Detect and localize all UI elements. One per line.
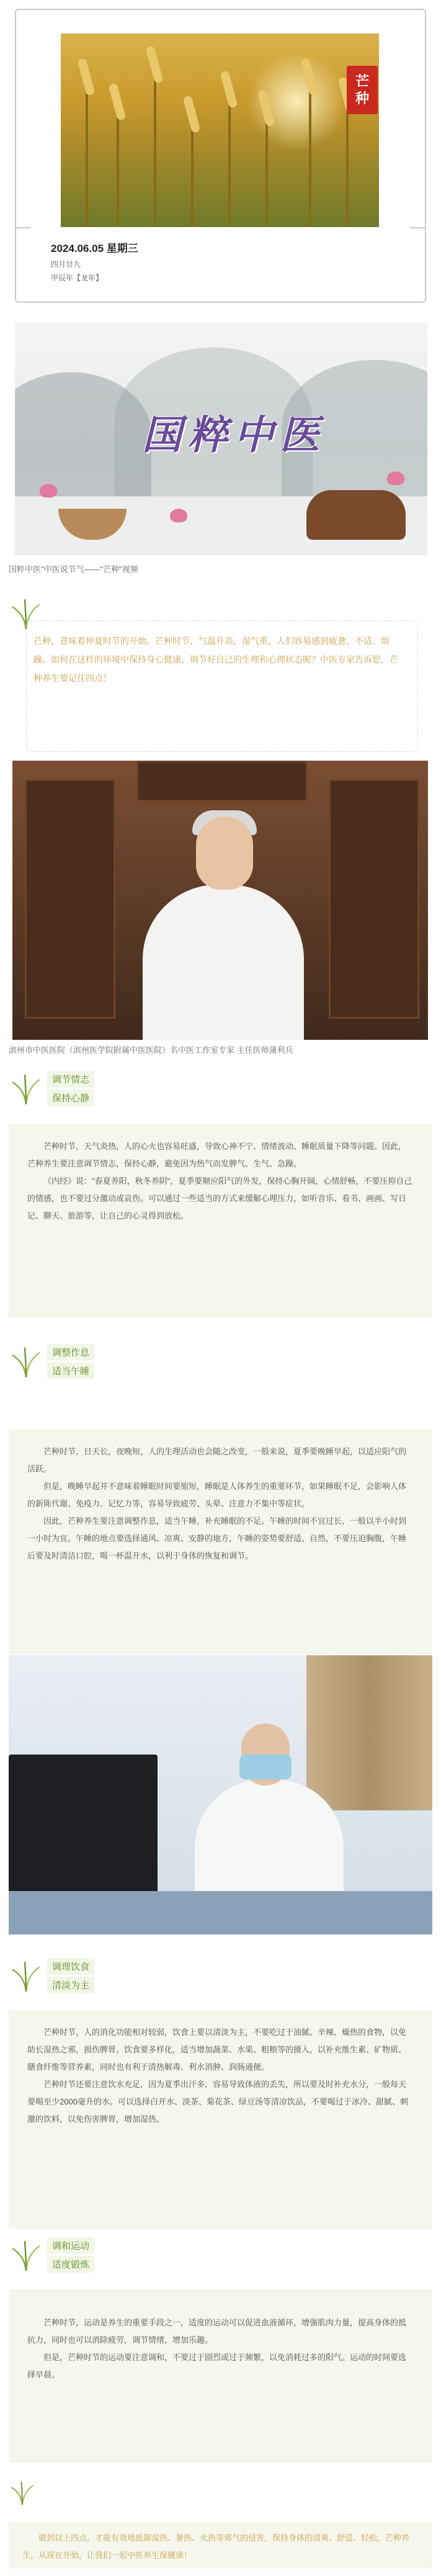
section-header-exercise [9, 2234, 195, 2277]
section-body-exercise [9, 2289, 432, 2463]
section-paragraph: 芒种时节还要注意饮水充足，因为夏季出汗多，容易导致体液的丢失，所以要及时补充水分，一般每天要喝至少2000毫升的水。可以选择白开水、淡茶、菊花茶、绿豆汤等清凉饮品，不要喝过于冰冷、甜腻、刺激的饮料，以免伤害脾胃，增加湿热。 [27, 2080, 408, 2124]
section-paragraph: 芒种时节，运动是养生的重要手段之一，适度的运动可以促进血液循环，增强肌肉力量，提高身体的抵抗力，同时也可以消除疲劳，调节情绪，增加乐趣。 [27, 2318, 407, 2345]
lunar-date-text: 四月廿九 [51, 260, 81, 269]
intro-paragraph: 芒种，意味着仲夏时节的开始。芒种时节，气温升高，湿气重，人们容易感到疲惫、不适、烦躁。如何在这样的环境中保持身心健康，调节好自己的生理和心理状态呢？中医专家告诉您，芒种养生要记住四点！ [33, 636, 398, 683]
banner-title: 国粹中医 [142, 412, 326, 458]
section-title-line2: 清淡为主 [47, 1977, 94, 1993]
outro-paragraph: 做到以上四点，才能有效地抵御湿热、暑热、火热等邪气的侵害，保持身体的清爽、舒适、轻松。芒种养生，从现在开始，让我们一起中医养生保健康！ [22, 2533, 410, 2560]
section-body-routine [9, 1429, 432, 1654]
section-body-emotion [9, 1124, 432, 1318]
section-paragraph: 但是，芒种时节的运动要注意调和，不要过于剧烈或过于频繁，以免消耗过多的阳气。运动的时间要选择早晨。 [27, 2353, 407, 2379]
section-header-diet [9, 1954, 195, 1998]
herb-bowl-icon [58, 509, 127, 540]
section-title-line1: 调理饮食 [47, 1958, 94, 1975]
doctor-caption: 滨州市中医医院（滨州医学院附属中医医院）名中医工作室专家 主任医师蒲利兵 [9, 1045, 293, 1055]
section-paragraph: 但是，晚睡早起并不意味着睡眠时间要缩短，睡眠是人体养生的重要环节，如果睡眠不足，会影响人体的新陈代谢、免疫力、记忆力等，容易导致疲劳、头晕、注意力不集中等症状。 [27, 1482, 407, 1508]
section-paragraph: 芒种时节，人的消化功能相对较弱，饮食上要以清淡为主，不要吃过于油腻、辛辣、燥热的食物，以免助长湿热之邪，损伤脾胃。饮食要多样化，适当增加蔬菜、水果、粗粮等的摄入，以补充维生素、矿物质、膳食纤维等营养素，同时也有利于清热解毒、利水消肿、润肠通便。 [27, 2028, 407, 2072]
section-title-line1: 调和运动 [47, 2237, 94, 2254]
video-caption: 国粹中医"中医说节气——"芒种"视频 [9, 565, 138, 574]
section-header-emotion [9, 1067, 195, 1111]
section-title-line1: 调整作息 [47, 1344, 94, 1361]
clinic-consultation-image [9, 1655, 432, 1934]
grass-leaf-icon [9, 1958, 43, 1993]
date-text: 2024.06.05 星期三 [51, 243, 138, 254]
card-divider-left [15, 227, 31, 228]
section-title-line2: 适当午睡 [47, 1362, 94, 1379]
doctor-portrait-image [12, 761, 428, 1040]
section-title-line1: 调节情志 [47, 1071, 94, 1088]
section-title-line2: 适度锻炼 [47, 2256, 94, 2273]
wheat-field-image [61, 34, 379, 227]
guocui-banner-image[interactable] [15, 323, 427, 555]
section-title-line2: 保持心静 [47, 1089, 94, 1106]
section-paragraph: 芒种时节，天气炎热，人的心火也容易旺盛，导致心神不宁、情绪波动、睡眠质量下降等问题。因此，芒种养生要注意调节情志，保持心静，避免因为热气而发脾气、生气、急躁。 [27, 1142, 407, 1168]
outro-box [9, 2522, 432, 2569]
section-paragraph: 芒种时节，日天长，夜晚短，人的生理活动也会随之改变，一般来说，夏季要晚睡早起，以适应阳气的活跃。 [27, 1447, 407, 1474]
grass-leaf-icon [9, 2237, 43, 2272]
grass-leaf-icon [9, 2479, 36, 2506]
card-divider-right [410, 227, 426, 228]
grass-leaf-icon [9, 1071, 43, 1106]
section-paragraph: 因此，芒种养生要注意调整作息，适当午睡，补充睡眠的不足。午睡的时间不宜过长，一般以半小时到一小时为宜。午睡的地点要选择通风、凉爽、安静的地方，午睡的姿势要舒适、自然，不要压迫胸腹，午睡后要及时清洁口腔，喝一杯温开水，以利于身体的恢复和调节。 [27, 1516, 407, 1560]
section-paragraph: 《内经》说："春夏养阳，秋冬养阴"，夏季要顺应阳气的外发，保持心胸开阔，心情舒畅，不要压抑自己的情感，也不要过分激动或哀伤。可以通过一些适当的方式来缓解心理压力，如听音乐、看书、画画、写日记、聊天、旅游等，让自己的心灵得到放松。 [27, 1176, 412, 1220]
date-card [15, 9, 426, 303]
grass-leaf-icon [9, 1344, 43, 1379]
herb-basket-icon [306, 490, 406, 540]
ganzhi-year-text: 甲辰年【龙年】 [51, 274, 104, 282]
section-header-routine [9, 1340, 195, 1384]
mangzhong-seal: 芒 种 [347, 66, 378, 114]
section-body-diet [9, 2010, 432, 2229]
